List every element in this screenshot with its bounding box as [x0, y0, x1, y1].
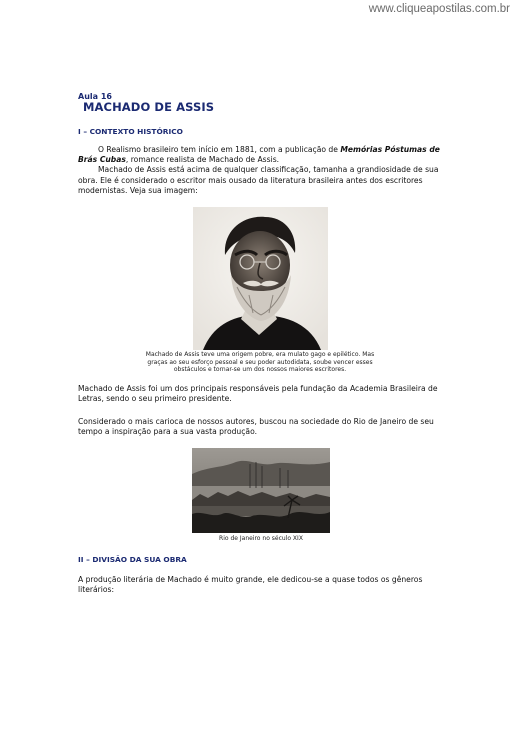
rio-de-janeiro-image [192, 448, 330, 533]
machado-portrait-image [193, 207, 328, 350]
carioca-text: Considerado o mais carioca de nossos autores, buscou na sociedade do Rio de Janeiro de seu tempo a inspiração para a sua vasta produção. [78, 417, 434, 437]
carioca-paragraph [78, 417, 444, 437]
lesson-number: Aula 16 [78, 92, 112, 101]
section-heading-division: II – DIVISÃO DA SUA OBRA [78, 555, 187, 564]
book-title: Memórias Póstumas de Brás Cubas [78, 145, 440, 165]
section-heading-context: I – CONTEXTO HISTÓRICO [78, 127, 183, 136]
academy-paragraph [78, 384, 444, 404]
rio-caption: Rio de Janeiro no século XIX [219, 535, 303, 542]
portrait-drawing [193, 207, 328, 350]
context-p1-suffix: , romance realista de Machado de Assis. [125, 155, 280, 165]
context-paragraphs [78, 145, 444, 196]
academy-text: Machado de Assis foi um dos principais responsáveis pela fundação da Academia Brasileira de Letras, sendo o seu primeiro presidente. [78, 384, 438, 404]
division-paragraph [78, 575, 444, 595]
lesson-title: MACHADO DE ASSIS [83, 100, 215, 114]
rio-drawing [192, 448, 330, 533]
context-p1-prefix: O Realismo brasileiro tem início em 1881, com a publicação de [98, 145, 341, 154]
context-paragraph-2: Machado de Assis está acima de qualquer classificação, tamanha a grandiosidade de sua obra. Ele é considerado o escritor mais ousado da literatura brasileira antes dos escritores modernistas. Veja sua imagem: [78, 165, 439, 195]
portrait-caption: Machado de Assis teve uma origem pobre, era mulato gago e epilético. Mas graças ao seu esforço pessoal e seu poder autodidata, soube vencer esses obstáculos e tornar-se um dos nossos maiores escritores. [145, 351, 375, 374]
watermark-url: www.cliqueapostilas.com.br [368, 3, 510, 15]
division-text: A produção literária de Machado é muito grande, ele dedicou-se a quase todos os gêneros literários: [78, 575, 423, 595]
context-paragraph-1 [78, 145, 444, 165]
